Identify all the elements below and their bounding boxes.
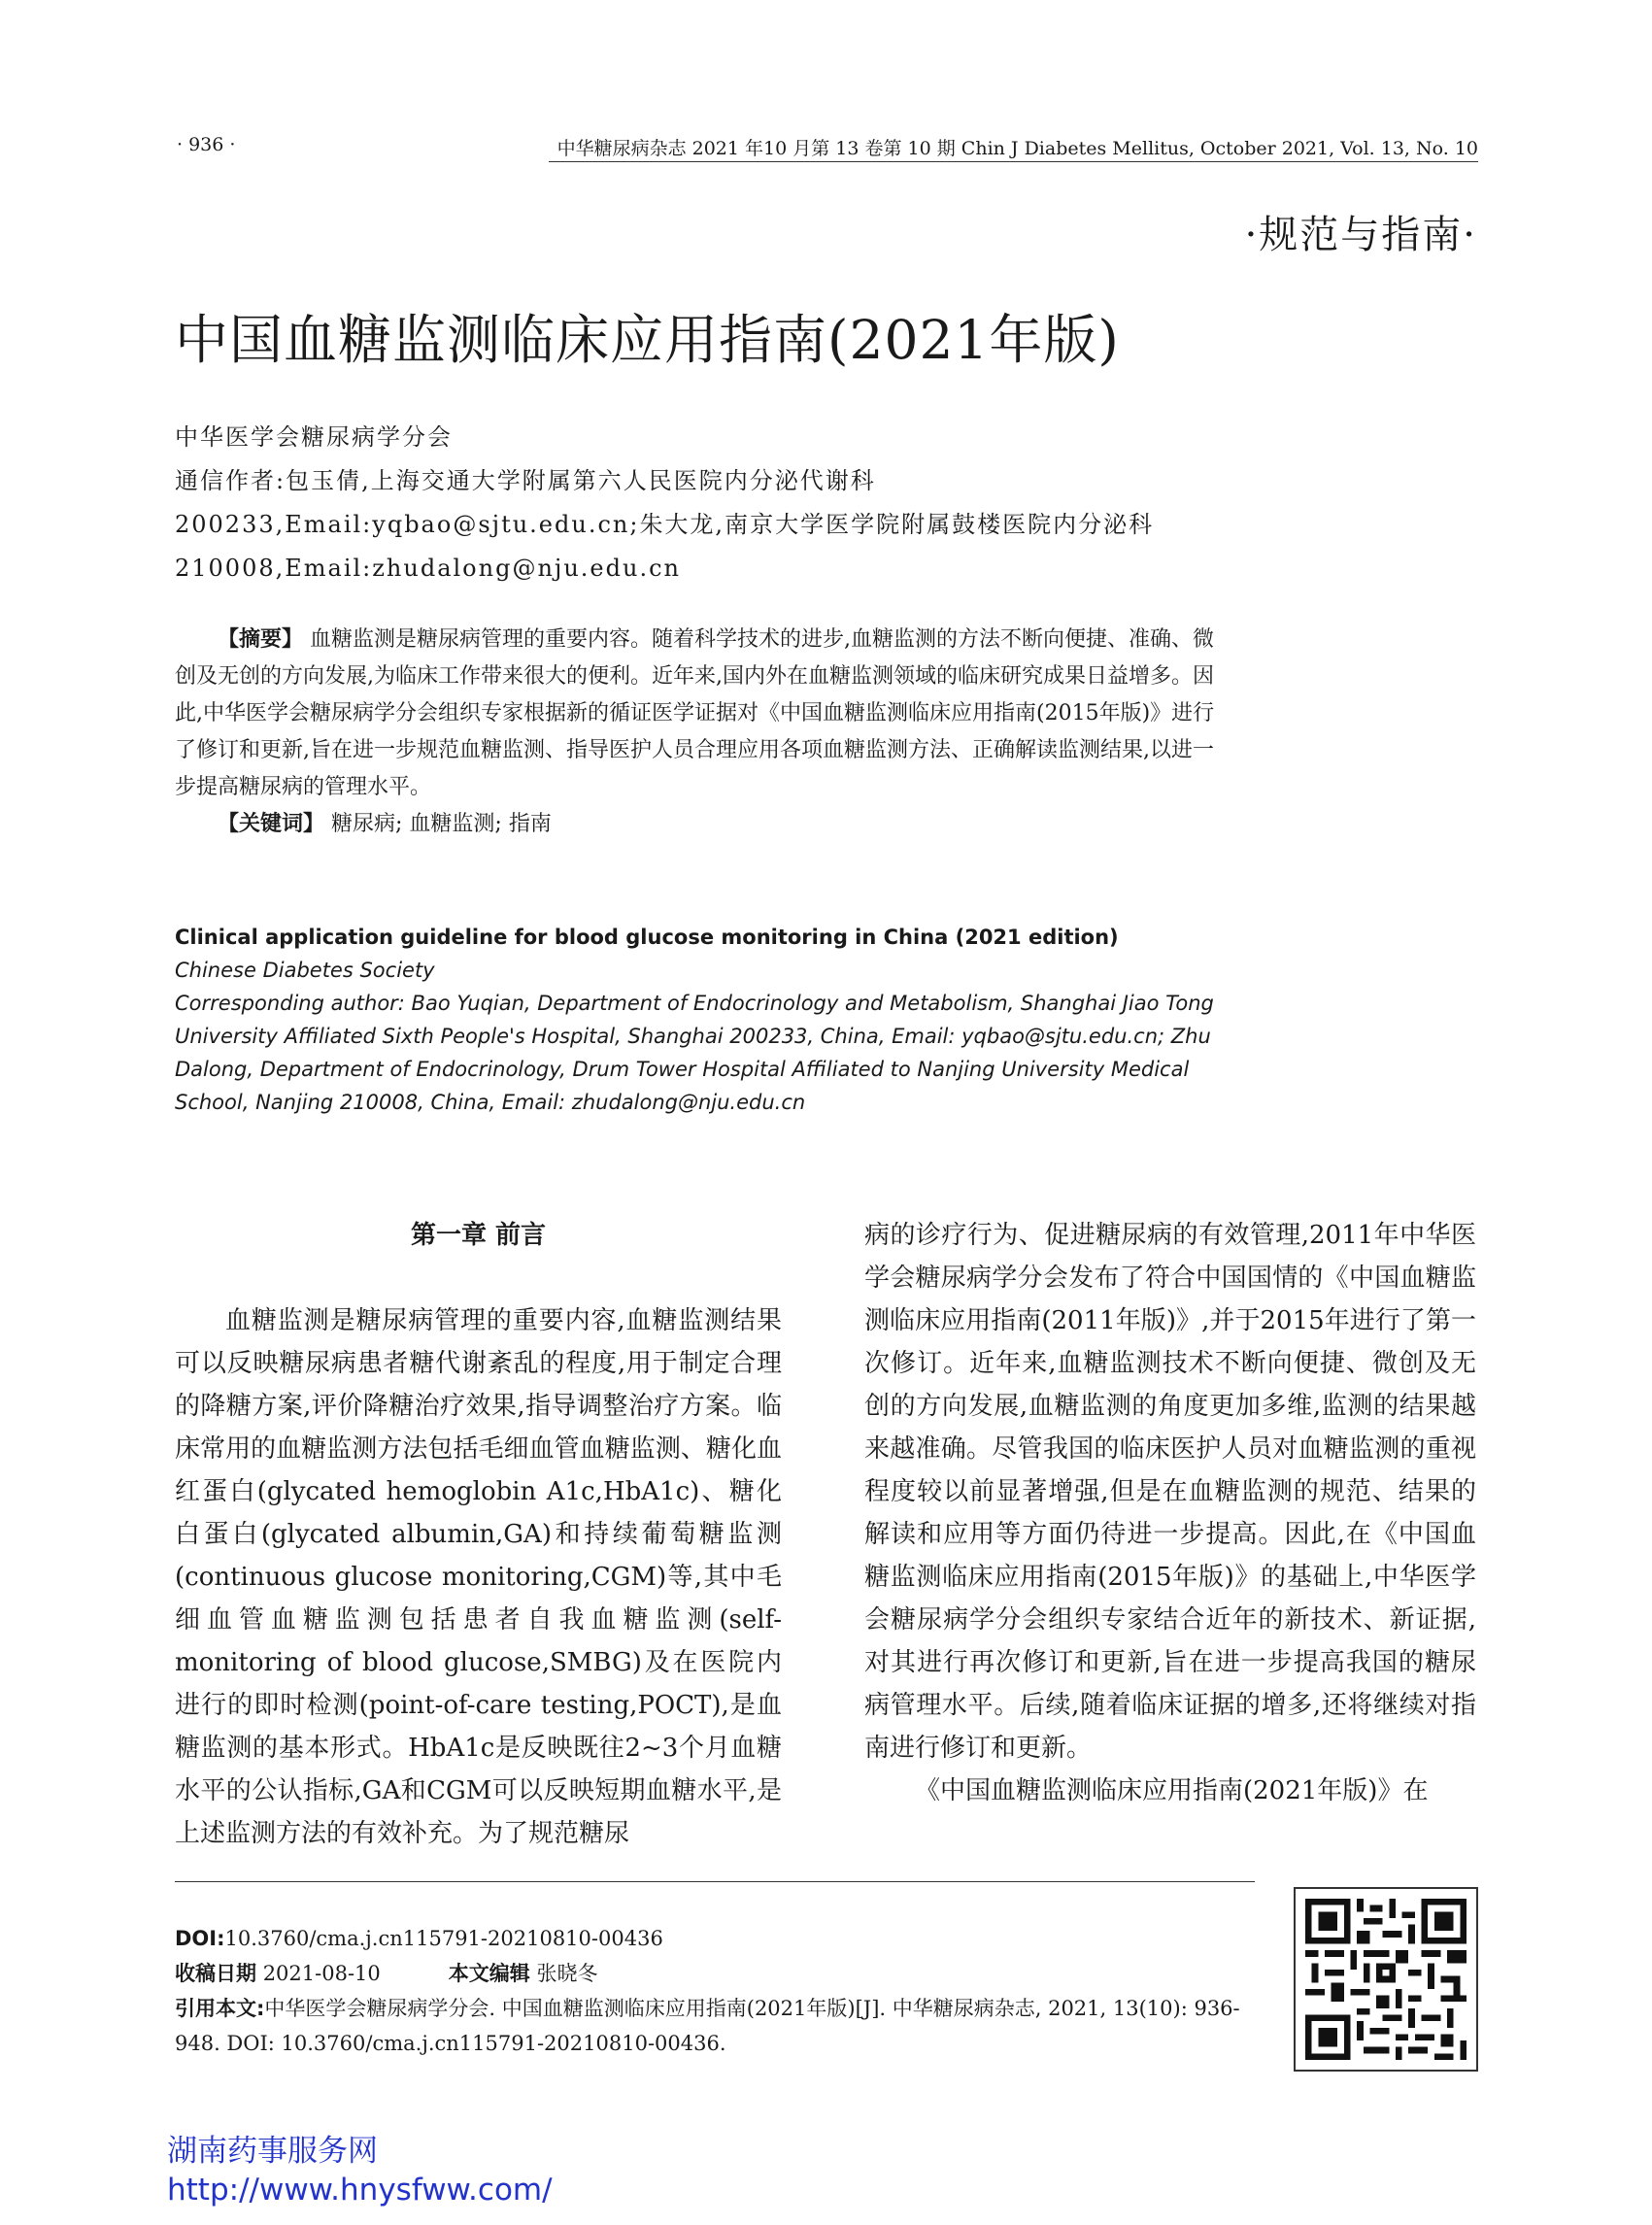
editor-label: 本文编辑 [448,1962,530,1985]
footer-block [175,1921,1263,2061]
section-label: ·规范与指南· [1244,213,1477,257]
body-paragraph: 血糖监测是糖尿病管理的重要内容,血糖监测结果可以反映糖尿病患者糖代谢紊乱的程度,用于制定合理的降糖方案,评价降糖治疗效果,指导调整治疗方案。临床常用的血糖监测方法包括毛细血管血糖监测、糖化血红蛋白(glycated hemoglobin A1c,HbA1c)、糖化白蛋白(glycated albumin,GA)和持续葡萄糖监测(continuous glucose monitoring,CGM)等,其中毛细血管血糖监测包括患者自我血糖监测(self-monitoring of blood glucose,SMBG)及在医院内进行的即时检测(point-of-care testing,POCT),是血糖监测的基本形式。HbA1c是反映既往2~3个月血糖水平的公认指标,GA和CGM可以反映短期血糖水平,是上述监测方法的有效补充。为了规范糖尿 [175,1306,782,1848]
english-title: Clinical application guideline for blood glucose monitoring in China (2021 edition) [175,926,1119,949]
running-header [177,134,1478,163]
citation-text: 中华医学会糖尿病学分会. 中国血糖监测临床应用指南(2021年版)[J]. 中华糖尿病杂志, 2021, 13(10): 936-948. DOI: 10.3760/cma.j.cn115791-20210810-00436. [175,1997,1240,2055]
received-label: 收稿日期 [175,1962,256,1985]
corresponding-author: 通信作者:包玉倩,上海交通大学附属第六人民医院内分泌代谢科 200233,Email:yqbao@sjtu.edu.cn;朱大龙,南京大学医学院附属鼓楼医院内分泌科 210008,Email:zhudalong@nju.edu.cn [175,467,1155,582]
keywords-label: 【关键词】 [218,812,325,836]
doi-link[interactable]: 10.3760/cma.j.cn115791-20210810-00436 [224,1927,663,1950]
english-corresponding-author: Corresponding author: Bao Yuqian, Department of Endocrinology and Metabolism, Shanghai Jiao Tong University Affiliated Sixth People's Hospital, Shanghai 200233, China, Email: yqbao@sjtu.edu.cn; Zhu Dalong, Department of Endocrinology, Drum Tower Hospital Affiliated to Nanjing University Medical School, Nanjing 210008, China, Email: zhudalong@nju.edu.cn [175,992,1214,1114]
header-rule [549,161,1478,162]
qr-code-icon [1294,1887,1478,2072]
author-block [175,416,1301,590]
author-organization: 中华医学会糖尿病学分会 [175,423,453,451]
footer-rule [175,1881,1255,1882]
abstract-label: 【摘要】 [218,627,304,652]
abstract-text: 血糖监测是糖尿病管理的重要内容。随着科学技术的进步,血糖监测的方法不断向便捷、准确、微创及无创的方向发展,为临床工作带来很大的便利。近年来,国内外在血糖监测领域的临床研究成果日益增多。因此,中华医学会糖尿病学分会组织专家根据新的循证医学证据对《中国血糖监测临床应用指南(2015年版)》进行了修订和更新,旨在进一步规范血糖监测、指导医护人员合理应用各项血糖监测方法、正确解读监测结果,以进一步提高糖尿病的管理水平。 [175,627,1215,799]
keywords: 糖尿病; 血糖监测; 指南 [331,812,552,836]
english-abstract-block [175,921,1224,1119]
body-paragraph: 病的诊疗行为、促进糖尿病的有效管理,2011年中华医学会糖尿病学分会发布了符合中国国情的《中国血糖监测临床应用指南(2011年版)》,并于2015年进行了第一次修订。近年来,血糖监测技术不断向便捷、微创及无创的方向发展,血糖监测的角度更加多维,监测的结果越来越准确。尽管我国的临床医护人员对血糖监测的重视程度较以前显著增强,但是在血糖监测的规范、结果的解读和应用等方面仍待进一步提高。因此,在《中国血糖监测临床应用指南(2015年版)》的基础上,中华医学会糖尿病学分会组织专家结合近年的新技术、新证据,对其进行再次修订和更新,旨在进一步提高我国的糖尿病管理水平。后续,随着临床证据的增多,还将继续对指南进行修订和更新。 [864,1221,1476,1763]
english-society: Chinese Diabetes Society [175,959,435,982]
watermark-url[interactable]: http://www.hnysfww.com/ [167,2173,553,2208]
body-column-left [175,1214,782,1855]
watermark-site-name: 湖南药事服务网 [167,2134,378,2169]
body-paragraph: 《中国血糖监测临床应用指南(2021年版)》在 [915,1776,1429,1805]
doi-label: DOI: [175,1927,225,1950]
cite-label: 引用本文: [175,1997,265,2020]
abstract-block [175,622,1224,843]
page-number: · 936 · [177,134,236,155]
article-title: 中国血糖监测临床应用指南(2021年版) [175,309,1120,371]
journal-info: 中华糖尿病杂志 2021 年10 月第 13 卷第 10 期 Chin J Diabetes Mellitus, October 2021, Vol. 13, No. 10 [556,138,1478,159]
received-date: 2021-08-10 [262,1962,381,1985]
editor-name: 张晓冬 [536,1962,598,1985]
body-column-right [864,1214,1476,1812]
watermark [167,2132,553,2209]
chapter-title: 第一章 前言 [410,1221,547,1250]
